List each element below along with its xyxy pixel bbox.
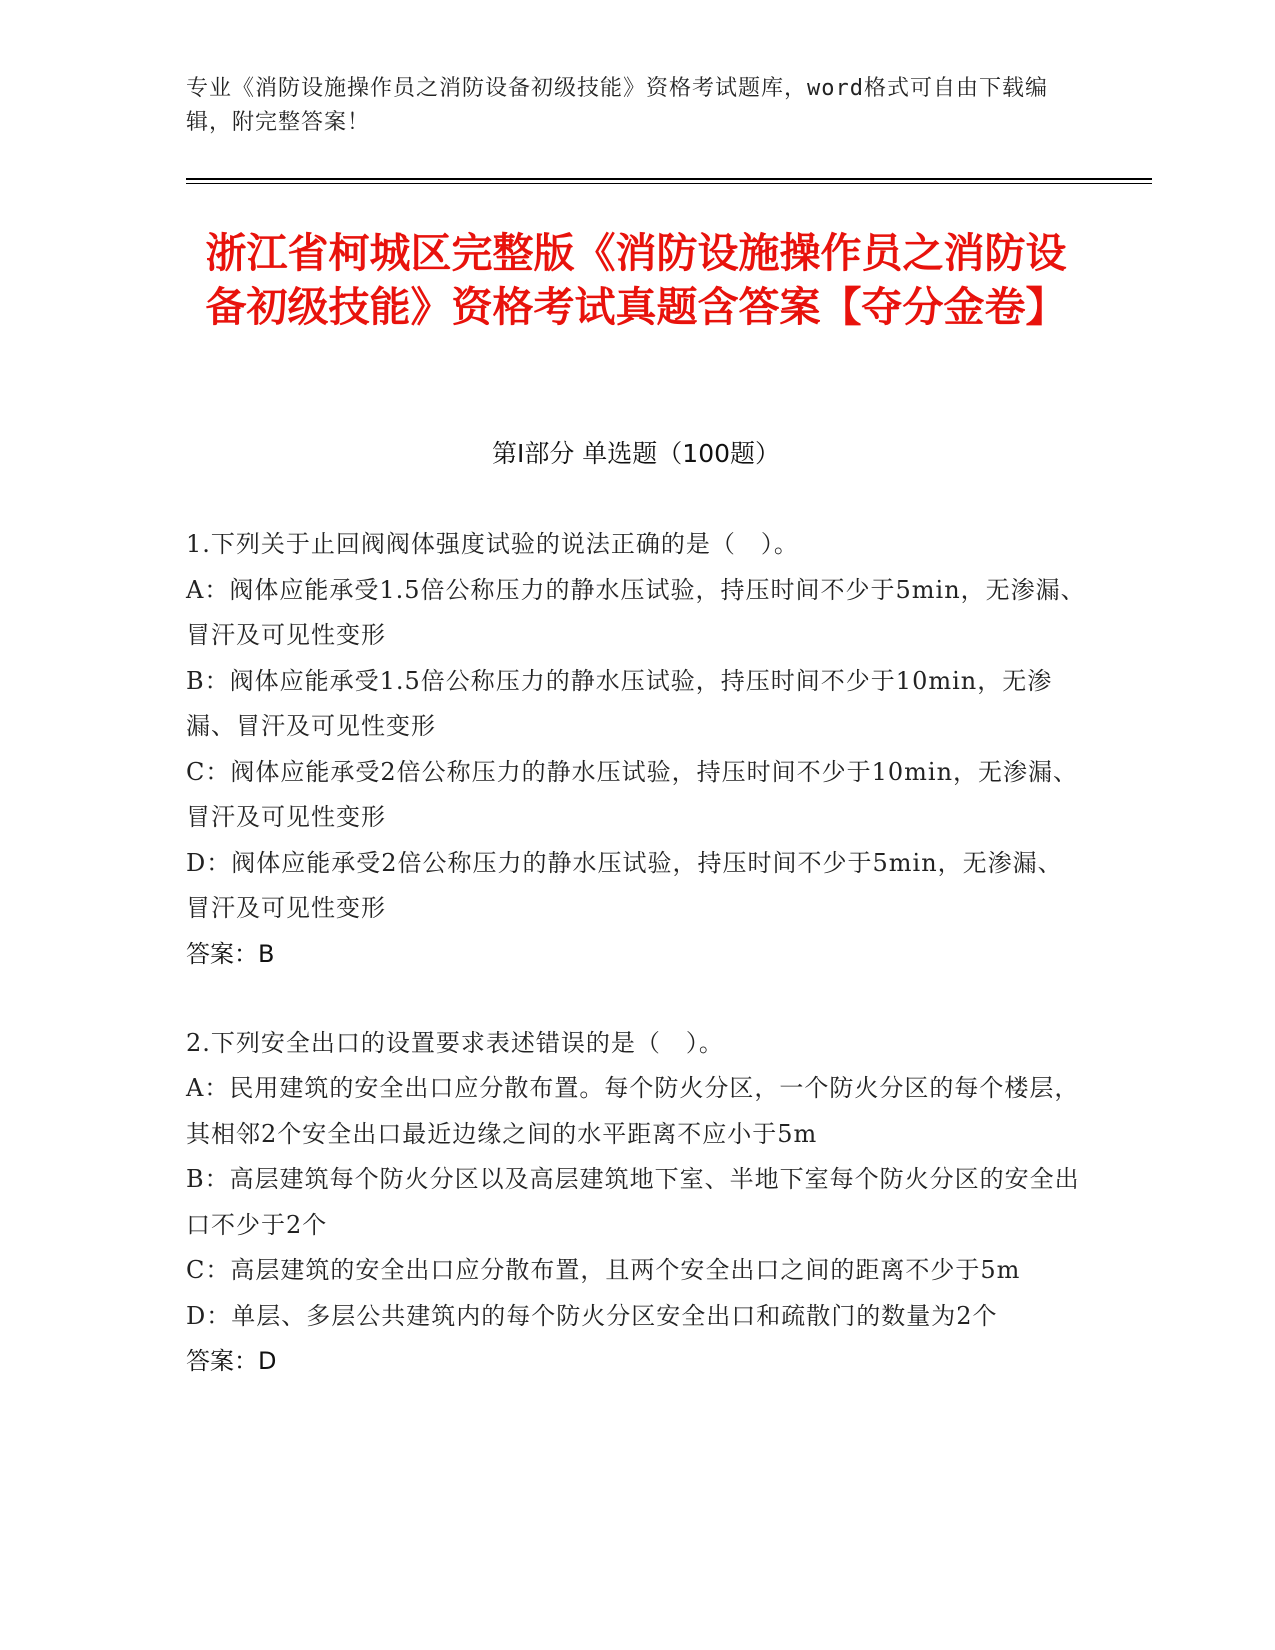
option-d: D：阀体应能承受2倍公称压力的静水压试验，持压时间不少于5min，无渗漏、冒汗及可见性变形 <box>186 848 1063 922</box>
document-title: 浙江省柯城区完整版《消防设施操作员之消防设备初级技能》资格考试真题含答案【夺分金卷】 <box>205 229 1067 331</box>
option-a: A：民用建筑的安全出口应分散布置。每个防火分区，一个防火分区的每个楼层，其相邻2个安全出口最近边缘之间的水平距离不应小于5m <box>186 1074 1080 1148</box>
answer: 答案：B <box>186 939 275 968</box>
header-divider-thick <box>186 178 1152 180</box>
option-d: D：单层、多层公共建筑内的每个防火分区安全出口和疏散门的数量为2个 <box>186 1301 998 1330</box>
header-note: 专业《消防设施操作员之消防设备初级技能》资格考试题库，word格式可自由下载编辑，附完整答案！ <box>186 76 1048 135</box>
header-divider-thin <box>186 183 1152 184</box>
option-b: B：阀体应能承受1.5倍公称压力的静水压试验，持压时间不少于10min，无渗漏、冒汗及可见性变形 <box>186 666 1053 740</box>
question-stem: 2.下列安全出口的设置要求表述错误的是（ ）。 <box>186 1028 724 1057</box>
question-list <box>186 522 1086 1428</box>
section-heading: 第I部分 单选题（100题） <box>491 439 781 468</box>
option-a: A：阀体应能承受1.5倍公称压力的静水压试验，持压时间不少于5min，无渗漏、冒汗及可见性变形 <box>186 575 1086 649</box>
question-stem: 1.下列关于止回阀阀体强度试验的说法正确的是（ ）。 <box>186 530 799 558</box>
question-1 <box>186 522 1086 977</box>
answer: 答案：D <box>186 1347 277 1375</box>
option-c: C：阀体应能承受2倍公称压力的静水压试验，持压时间不少于10min，无渗漏、冒汗及可见性变形 <box>186 757 1079 831</box>
option-c: C：高层建筑的安全出口应分散布置，且两个安全出口之间的距离不少于5m <box>186 1256 1021 1284</box>
option-b: B：高层建筑每个防火分区以及高层建筑地下室、半地下室每个防火分区的安全出口不少于2个 <box>186 1165 1080 1239</box>
question-2 <box>186 1021 1086 1385</box>
